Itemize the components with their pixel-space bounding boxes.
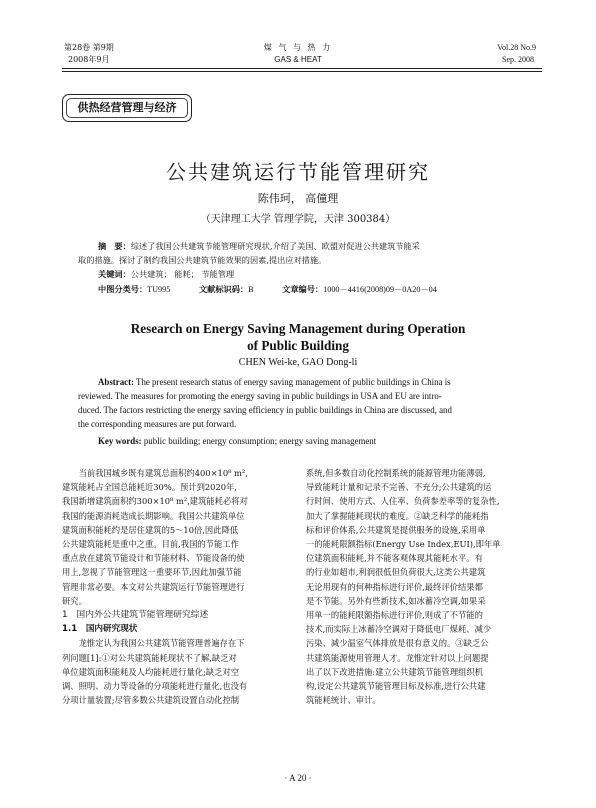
text-line: 的行业如超市,利润很低但负荷很大,这类公共建筑	[306, 567, 486, 578]
subsection-heading-1-1: 1.1 国内研究现状	[62, 624, 138, 635]
abstract-cn-text1: 综述了我国公共建筑节能管理研究现状,介绍了美国、欧盟对促进公共建筑节能采	[130, 241, 420, 251]
left-para-1	[62, 466, 288, 608]
text-line: 导致能耗计量和记录不完善、不充分;公共建筑的运	[306, 482, 492, 493]
abstract-en-line1	[98, 376, 451, 389]
left-para-2	[62, 636, 288, 707]
article-no-value: 1000－4416(2008)09－0A20－04	[323, 285, 437, 294]
doc-code-label: 文献标识码：	[198, 284, 249, 294]
clc-value: TU995	[147, 285, 171, 294]
text-line: 行时间、使用方式、人住率、负荷参差率等的复杂性,	[306, 496, 500, 507]
keywords-en-label: Key words:	[98, 436, 142, 446]
doc-code-value: B	[248, 285, 254, 294]
classification-row	[98, 283, 437, 296]
volume-issue-en: Vol.28 No.9	[497, 43, 536, 52]
text-line: 当前我国城乡既有建筑总面积约400×10⁸ m²,	[78, 468, 248, 478]
keywords-en-text: public building; energy consumption; energy saving management	[141, 436, 377, 446]
text-line: 分项计量装置;尽管多数公共建筑设置自动化控制	[62, 695, 240, 706]
text-line: 是不节能。另外有些新技术,如冰蓄冷空调,如果采	[306, 595, 486, 606]
text-line: 系统,但多数自动化控制系统的能源管理功能薄弱,	[306, 468, 486, 478]
abstract-cn-line2: 取的措施。探讨了制约我国公共建筑节能效果的因素,提出应对措施。	[78, 255, 327, 265]
text-line: 建筑能耗占全国总能耗近30%。预计到2020年,	[62, 482, 237, 493]
text-line: 单位建筑面积能耗及人均能耗进行量化;缺乏对空	[62, 666, 240, 677]
section-label-box	[62, 94, 192, 122]
text-line: 加大了掌握能耗现状的难度。②缺乏科学的能耗指	[306, 510, 489, 521]
text-line: 研究。	[62, 595, 87, 606]
keywords-cn	[98, 268, 234, 281]
section-heading-1: 1 国内外公共建筑节能管理研究综述	[62, 610, 209, 621]
text-line: 建筑面积能耗约是居住建筑的5～10倍,因此降低	[62, 524, 239, 535]
text-line: 标和评价体系,公共建筑是提供服务的设施,采用单	[306, 524, 486, 535]
authors-cn: 陈伟珂， 高僮理	[257, 192, 339, 205]
abstract-en-text1: The present research status of energy saving management of public buildings in China is	[133, 377, 451, 387]
abstract-en-line4: the corresponding measures are put forward.	[78, 419, 237, 429]
text-line: 技术,而实际上冰蓄冷空调对于降低电厂煤耗、减少	[306, 624, 492, 635]
affiliation-cn: （天津理工大学 管理学院，天津 300384）	[200, 214, 396, 225]
abstract-cn-label: 摘 要：	[98, 241, 131, 251]
date-cn: 2008年9月	[68, 55, 110, 64]
section-label: 供热经营管理与经济	[66, 98, 188, 118]
body-right-column	[306, 466, 532, 707]
header-rule-bottom	[62, 71, 542, 72]
text-line: 公共建筑能耗是重中之重。目前,我国的节能工作	[62, 539, 239, 550]
text-line: 龙惟定认为我国公共建筑节能管理普遍存在下	[78, 638, 245, 649]
right-para	[306, 466, 532, 707]
text-line: 筑能耗统计、审计。	[306, 695, 381, 706]
keywords-cn-label: 关键词：	[98, 269, 131, 279]
abstract-cn-line1	[98, 240, 558, 253]
paper-title-cn: 公共建筑运行节能管理研究	[166, 160, 430, 184]
text-line: 一的能耗限额指标(Energy Use Index,EUI),即年单	[306, 539, 501, 550]
header-rule-top	[62, 68, 542, 69]
body-left-column	[62, 466, 288, 707]
text-line: 出了以下改进措施:建立公共建筑节能管理组织机	[306, 666, 484, 677]
abstract-en-line2: reviewed. The measures for promoting the energy saving in public buildings in USA and EU are intro-	[78, 391, 442, 401]
keywords-cn-text: 公共建筑； 能耗； 节能管理	[130, 269, 235, 279]
paper-title-en-line2: of Public Building	[247, 338, 349, 353]
abstract-en-label: Abstract:	[98, 377, 134, 387]
text-line: 构,设定公共建筑节能管理目标及标准,进行公共建	[306, 681, 486, 692]
page-number: · A 20 ·	[284, 773, 312, 783]
date-en: Sep. 2008	[502, 55, 534, 64]
authors-en: CHEN Wei-ke, GAO Dong-li	[238, 357, 358, 368]
journal-name-cn: 煤 气 与 热 力	[263, 43, 333, 52]
text-line: 重点放在建筑节能设计和节能材料、节能设备的使	[62, 553, 245, 564]
paper-title-en-line1: Research on Energy Saving Management during Operation	[130, 321, 466, 336]
keywords-en	[98, 435, 376, 448]
text-line: 用上,忽视了节能管理这一重要环节,因此加强节能	[62, 567, 242, 578]
clc-label: 中图分类号：	[98, 284, 148, 294]
text-line: 调、照明、动力等设备的分项能耗进行量化,也没有	[62, 681, 248, 692]
abstract-en-line3: duced. The factors restricting the energy saving efficiency in public buildings in China are discussed, and	[78, 405, 452, 415]
journal-name-en: GAS & HEAT	[274, 55, 322, 64]
text-line: 管理非常必要。本文对公共建筑运行节能管理进行	[62, 581, 245, 592]
text-line: 用单一的能耗限额指标进行评价,则成了不节能的	[306, 610, 483, 621]
text-line: 共建筑能源使用管理人才。龙惟定针对以上问题提	[306, 652, 489, 663]
text-line: 我国的能源消耗造成长期影响。我国公共建筑单位	[62, 510, 245, 521]
volume-issue-cn: 第28卷 第9期	[64, 43, 114, 52]
text-line: 我国新增建筑面积约300×10⁸ m²,建筑能耗必将对	[62, 496, 248, 507]
text-line: 污染、减少温室气体排放是很有意义的。③缺乏公	[306, 638, 489, 649]
text-line: 无论用现有的何种指标进行评价,最终评价结果都	[306, 581, 483, 592]
text-line: 位建筑面积能耗,并不能客观体现其能耗水平。有	[306, 553, 483, 564]
article-no-label: 文章编号：	[282, 284, 324, 294]
text-line: 列问题[1]:①对公共建筑能耗现状不了解,缺乏对	[62, 652, 237, 663]
